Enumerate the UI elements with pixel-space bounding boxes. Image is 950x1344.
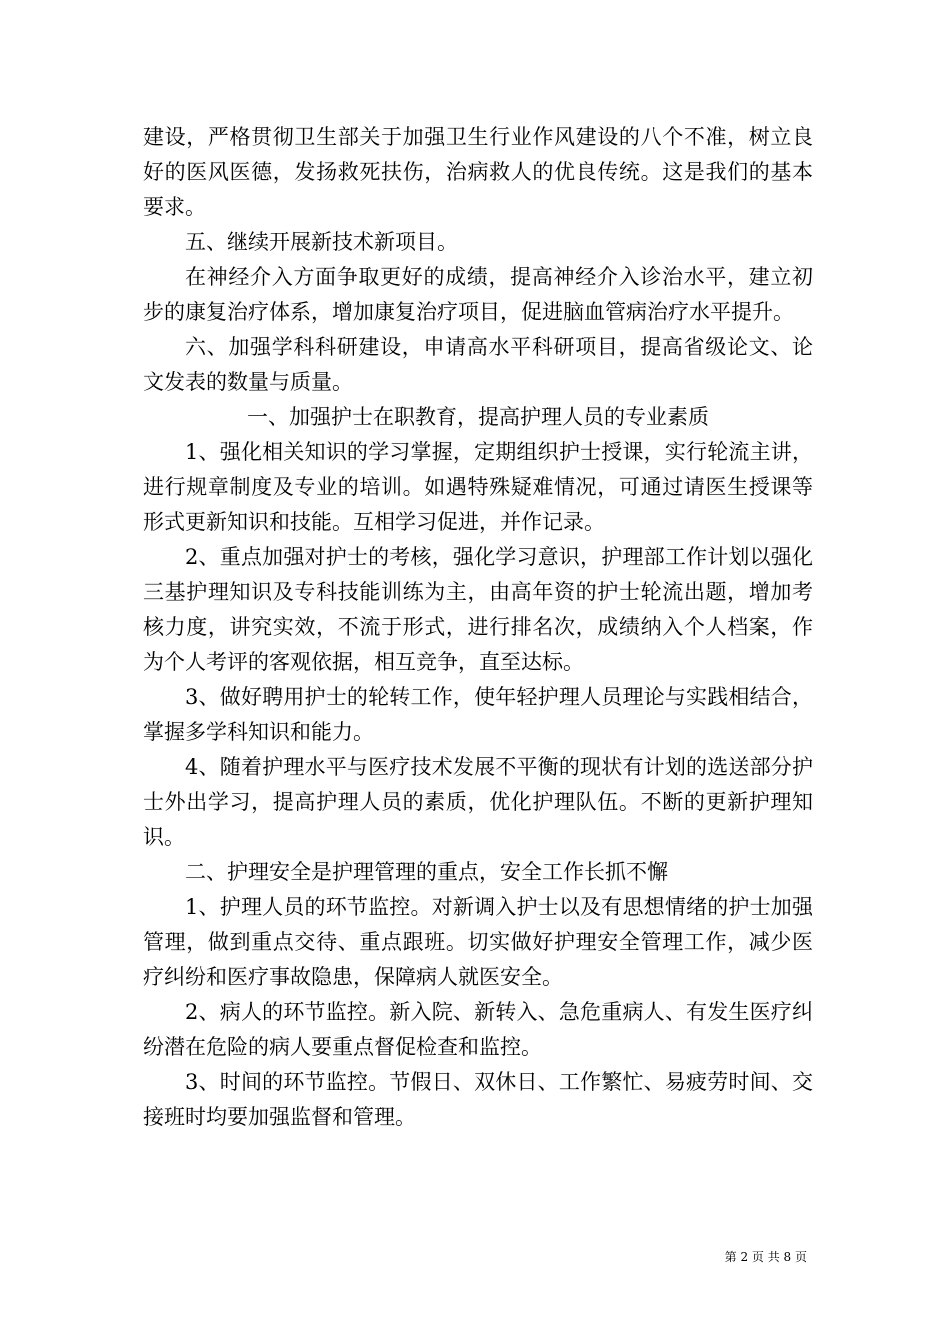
paragraph: 3、做好聘用护士的轮转工作，使年轻护理人员理论与实践相结合，掌握多学科知识和能力。 <box>143 685 813 744</box>
paragraph: 3、时间的环节监控。节假日、双休日、工作繁忙、易疲劳时间、交接班时均要加强监督和管理。 <box>143 1070 813 1129</box>
paragraph: 1、护理人员的环节监控。对新调入护士以及有思想情绪的护士加强管理，做到重点交待、重点跟班。切实做好护理安全管理工作，减少医疗纠纷和医疗事故隐患，保障病人就医安全。 <box>143 895 813 989</box>
paragraph: 4、随着护理水平与医疗技术发展不平衡的现状有计划的选送部分护士外出学习，提高护理人员的素质，优化护理队伍。不断的更新护理知识。 <box>143 755 813 849</box>
paragraph: 建设，严格贯彻卫生部关于加强卫生行业作风建设的八个不准，树立良好的医风医德，发扬救死扶伤，治病救人的优良传统。这是我们的基本要求。 <box>143 125 813 219</box>
paragraph: 2、病人的环节监控。新入院、新转入、急危重病人、有发生医疗纠纷潜在危险的病人要重点督促检查和监控。 <box>143 1000 813 1059</box>
body-text <box>143 120 813 1135</box>
page-number: 第 2 页 共 8 页 <box>724 1250 807 1264</box>
paragraph: 在神经介入方面争取更好的成绩，提高神经介入诊治水平，建立初步的康复治疗体系，增加康复治疗项目，促进脑血管病治疗水平提升。 <box>143 265 813 324</box>
paragraph: 1、强化相关知识的学习掌握，定期组织护士授课，实行轮流主讲，进行规章制度及专业的培训。如遇特殊疑难情况，可通过请医生授课等形式更新知识和技能。互相学习促进，并作记录。 <box>143 440 813 534</box>
section-heading: 一、加强护士在职教育，提高护理人员的专业素质 <box>247 405 709 429</box>
paragraph: 五、继续开展新技术新项目。 <box>185 230 458 254</box>
paragraph: 六、加强学科科研建设，申请高水平科研项目，提高省级论文、论文发表的数量与质量。 <box>143 335 813 394</box>
paragraph: 2、重点加强对护士的考核，强化学习意识，护理部工作计划以强化三基护理知识及专科技能训练为主，由高年资的护士轮流出题，增加考核力度，讲究实效，不流于形式，进行排名次，成绩纳入个人档案，作为个人考评的客观依据，相互竞争，直至达标。 <box>143 545 813 674</box>
section-heading: 二、护理安全是护理管理的重点，安全工作长抓不懈 <box>185 860 668 884</box>
